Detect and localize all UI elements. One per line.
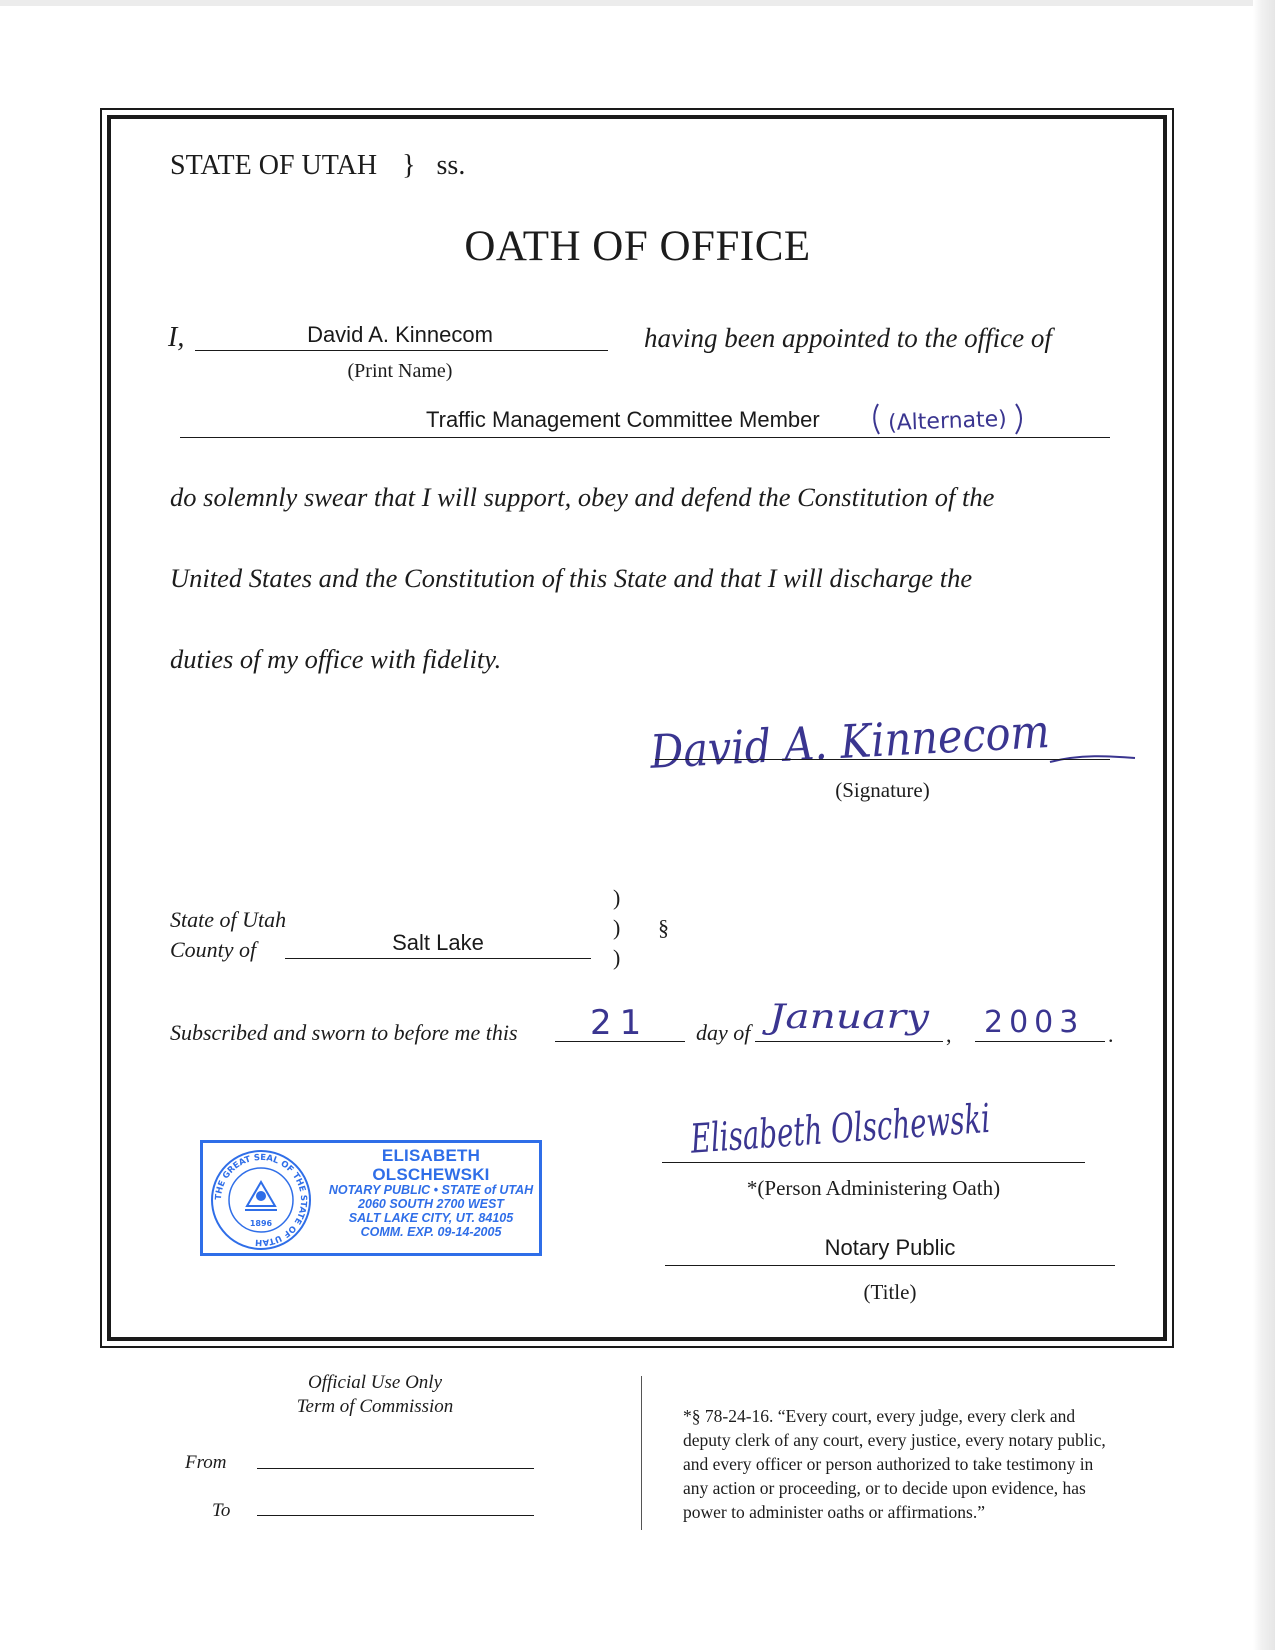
- day-handwritten-text: 21: [590, 1003, 650, 1043]
- official-use-subtitle: Term of Commission: [296, 1396, 454, 1417]
- administrator-signature-text: Elisabeth Olschewski: [689, 1086, 1124, 1163]
- print-name-label: (Print Name): [347, 360, 453, 382]
- print-name-value: David A. Kinnecom: [307, 322, 493, 347]
- oath-text-line-2: United States and the Constitution of this State and that I will discharge the: [170, 563, 973, 593]
- state-heading: [170, 150, 465, 182]
- stamp-line-expiry: COMM. EXP. 09-14-2005: [360, 1224, 502, 1239]
- brace: }: [402, 150, 416, 181]
- signature-handwritten-text: David A. Kinnecom: [648, 701, 1096, 779]
- state-seal-icon: [209, 1148, 313, 1252]
- title-value: Notary Public: [824, 1235, 956, 1260]
- official-use-title: Official Use Only: [307, 1372, 443, 1393]
- office-handwritten-text: (Alternate): [887, 406, 1008, 437]
- oath-prefix: I,: [168, 322, 185, 353]
- seal-year: 1896: [249, 1219, 273, 1228]
- stamp-line-name: ELISABETH OLSCHEWSKI: [372, 1146, 490, 1184]
- signature-line: [655, 759, 1110, 760]
- administrator-signature: [680, 1075, 1124, 1165]
- administrator-line: [662, 1162, 1085, 1163]
- state-name: STATE OF UTAH: [170, 150, 378, 181]
- footnote-line-1: *§ 78-24-16. “Every court, every judge, every clerk and: [683, 1406, 1076, 1426]
- paren-3: ): [613, 945, 621, 970]
- scan-edge-top: [0, 0, 1275, 6]
- title-line: [665, 1265, 1115, 1266]
- day-handwritten: [580, 998, 670, 1044]
- to-label: To: [212, 1500, 231, 1521]
- seal-text: THE GREAT SEAL OF THE STATE OF UTAH: [213, 1152, 309, 1248]
- stamp-line-commission: NOTARY PUBLIC • STATE of UTAH: [328, 1183, 534, 1198]
- venue-county-label: County of: [170, 937, 257, 962]
- footnote-line-3: and every officer or person authorized to take testimony in: [683, 1454, 1094, 1474]
- office-handwritten-note: [866, 398, 1046, 440]
- footer-divider: [641, 1376, 642, 1530]
- jurat-prefix: Subscribed and sworn to before me this: [170, 1020, 518, 1045]
- month-handwritten: [761, 990, 945, 1050]
- stamp-line-street: 2060 SOUTH 2700 WEST: [358, 1197, 504, 1212]
- office-line: [180, 437, 1110, 438]
- oath-text-line-3: duties of my office with fidelity.: [170, 644, 502, 674]
- notary-stamp: [200, 1140, 542, 1256]
- day-of-label: day of: [696, 1020, 751, 1045]
- stamp-text: [325, 1147, 537, 1239]
- venue-state-label: State of Utah: [170, 907, 287, 932]
- section-symbol: §: [658, 915, 669, 940]
- statute-footnote: [683, 1404, 1106, 1524]
- jurat-comma: ,: [946, 1022, 952, 1047]
- signature-handwritten: [640, 700, 1140, 780]
- oath-text-line-1: do solemnly swear that I will support, obey and defend the Constitution of the: [170, 482, 995, 512]
- office-value: Traffic Management Committee Member: [426, 407, 820, 432]
- from-line: [257, 1468, 534, 1469]
- county-value: Salt Lake: [392, 930, 484, 955]
- footnote-line-4: any action or proceeding, or to decide upon evidence, has: [683, 1478, 1086, 1498]
- paren-2: ): [613, 915, 621, 940]
- appointment-suffix: having been appointed to the office of: [644, 323, 1052, 353]
- title-label: (Title): [863, 1280, 917, 1304]
- footnote-line-2: deputy clerk of any court, every justice, every notary public,: [683, 1430, 1106, 1450]
- ss-label: ss.: [436, 150, 466, 181]
- year-handwritten: [980, 1000, 1100, 1044]
- print-name-line: [195, 350, 608, 351]
- county-line: [285, 958, 591, 959]
- signature-label: (Signature): [835, 778, 930, 802]
- administrator-label: *(Person Administering Oath): [746, 1176, 1001, 1200]
- year-handwritten-text: 2003: [984, 1005, 1085, 1040]
- page-title: OATH OF OFFICE: [464, 223, 811, 270]
- paren-1: ): [613, 885, 621, 910]
- month-handwritten-text: January: [761, 997, 930, 1037]
- stamp-line-city: SALT LAKE CITY, UT. 84105: [348, 1210, 514, 1225]
- from-label: From: [185, 1452, 227, 1473]
- jurat-period: .: [1108, 1022, 1114, 1047]
- footnote-line-5: power to administer oaths or affirmations.”: [683, 1502, 985, 1522]
- to-line: [257, 1515, 534, 1516]
